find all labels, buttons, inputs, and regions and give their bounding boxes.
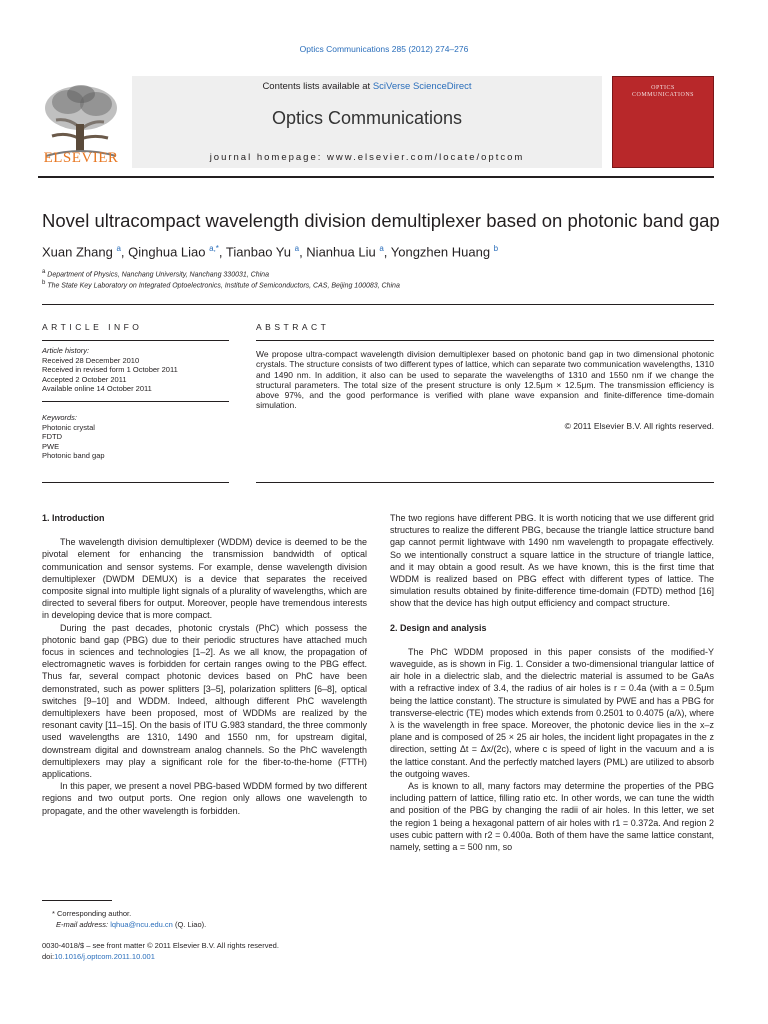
journal-reference[interactable]: Optics Communications 285 (2012) 274–276 (299, 44, 469, 54)
keywords-rule (42, 401, 229, 402)
author-name: Tianbao Yu (225, 244, 291, 260)
author-name: Yongzhen Huang (390, 244, 491, 260)
sciencedirect-link[interactable]: SciVerse ScienceDirect (372, 81, 472, 92)
author-name: Xuan Zhang (42, 244, 113, 260)
affiliation-mark: b (42, 280, 46, 286)
contents-prefix: Contents lists available at (262, 81, 373, 92)
email-link[interactable]: lqhua@ncu.edu.cn (110, 920, 173, 929)
author-affiliation-mark[interactable]: b (493, 244, 499, 253)
keyword: Photonic crystal (42, 422, 95, 432)
affiliation-mark: a (42, 269, 46, 275)
author-name: Nianhua Liu (306, 244, 376, 260)
introduction-heading: 1. Introduction (42, 513, 105, 523)
body-left-column (42, 512, 367, 817)
affiliation-rule (42, 304, 714, 305)
journal-name: Optics Communications (271, 108, 463, 128)
keyword: FDTD (42, 432, 62, 441)
abstract-rule (256, 340, 714, 341)
email-suffix: (Q. Liao). (172, 920, 207, 929)
accepted-date: Accepted 2 October 2011 (42, 374, 127, 384)
revised-date: Received in revised form 1 October 2011 (42, 365, 178, 374)
abstract-copyright: © 2011 Elsevier B.V. All rights reserved. (564, 421, 714, 431)
cover-title-line-2: COMMUNICATIONS (631, 92, 694, 98)
keywords-label: Keywords: (42, 413, 78, 422)
footnote-rule (42, 900, 112, 901)
author-name: Qinghua Liao (128, 244, 206, 260)
article-history (42, 346, 229, 394)
cover-title-line-1: OPTICS (651, 85, 675, 91)
keyword: PWE (42, 441, 60, 451)
journal-cover-thumbnail (612, 76, 714, 168)
online-date: Available online 14 October 2011 (42, 384, 152, 393)
affiliation-a (42, 269, 269, 278)
paper-title: Novel ultracompact wavelength division demultiplexer based on photonic band gap (42, 210, 720, 231)
body-paragraph: During the past decades, photonic crystals (PhC) which possess the photonic band gap (PBG) due to their periodic structures have attached much focus in sciences and technologies [1–2]. As we all know, the propagation of electromagnetic waves is forbidden for certain ranges owing to the PBG effect. Thus far, several compact photonic devices based on PhC have been demonstrated, such as power splitters [3–5], polarization splitters [6–8], optical switches [9–10] and WDDM. Indeed, although different PhC wavelength demultiplexers have been proposed, most of WDDMs are realized by the resonant cavity [11–15]. On the basis of ITU G.983 standard, the three commonly used wavelengths are 1310, 1490 and 1550 nm, for upstream digital, downstream digital and downstream analog channels. So the PhC wavelength demultiplexers may play a significant role for the fiber-to-the-home (FTTH) applications. (42, 622, 367, 780)
email-label: E-mail address: (56, 920, 111, 929)
received-date: Received 28 December 2010 (42, 355, 140, 365)
issn-line: 0030-4018/$ – see front matter © 2011 Elsevier B.V. All rights reserved. (42, 941, 279, 950)
elsevier-logo (38, 80, 124, 168)
author-affiliation-mark[interactable]: a (379, 244, 384, 253)
abstract-bottom-rule (256, 482, 714, 483)
history-label: Article history: (42, 346, 90, 355)
elsevier-wordmark: ELSEVIER (43, 150, 119, 166)
doi-link[interactable]: 10.1016/j.optcom.2011.10.001 (54, 952, 155, 961)
author-list: Xuan Zhang $^a$, Qinghua Liao $^{a,*}$, Tianbao Yu $^a$, Nianhua Liu $^a$, Yongzhen Huang $^b$ (42, 244, 499, 260)
body-right-column (390, 512, 714, 853)
contents-line (132, 81, 602, 92)
author-affiliation-mark[interactable]: a (116, 244, 121, 253)
affiliation-b (42, 280, 400, 289)
body-paragraph: The PhC WDDM proposed in this paper consists of the modified-Y waveguide, as is shown in Fig. 1. Consider a two-dimensional triangular lattice of air hole in a dielectric slab, and the dielectric material is assumed to be GaAs with a refractive index of 3.4, the radius of air holes is r = 0.4a (with a = 0.5μm being the lattice constant). The structure is simulated by PWE and has a PBG for transverse-electric (TE) modes which extends from 0.2501 to 0.4075 (a/λ), where λ is the wavelength in free space. Moreover, the photonic device lies in the x–z plane and is composed of 25 × 25 air holes, the incident light propagates in the z direction, setting Δt = Δx/(2c), where c is speed of light in the vacuum and a is the lattice constant. And the perfectly matched layers (PML) are utilized to absorb the outgoing waves. (390, 646, 714, 779)
body-paragraph: As is known to all, many factors may determine the properties of the PBG including pattern of lattice, filling ratio etc. In other words, we can tune the width and position of the PBG by changing the radii of air holes. In this letter, we set the region 1 being a hexagonal pattern of air holes with r1 = 0.372a. And region 2 uses cubic pattern with r2 = 0.400a. Both of them have the same lattice constant, namely, setting a = 500 nm, so (390, 781, 714, 853)
cover-title (613, 85, 713, 99)
corresponding-label: * Corresponding author. (52, 909, 132, 918)
header-rule (38, 176, 714, 178)
bottom-publication-info (42, 940, 367, 962)
affiliation-text: The State Key Laboratory on Integrated Optoelectronics, Institute of Semiconductors, CAS, Beijing 100083, China (47, 282, 400, 290)
abstract-heading: ABSTRACT (256, 322, 330, 332)
design-heading: 2. Design and analysis (390, 622, 487, 633)
article-info-heading: ARTICLE INFO (42, 322, 143, 332)
info-bottom-rule (42, 482, 229, 483)
author-affiliation-mark[interactable]: a,* (209, 244, 219, 253)
journal-homepage[interactable]: journal homepage: www.elsevier.com/locate/optcom (209, 152, 525, 163)
keywords-block (42, 413, 229, 461)
abstract-text: We propose ultra-compact wavelength division demultiplexer based on photonic band gap in two dimensional photonic crystals. The structure consists of two different types of lattice, which can separate two communication wavelengths, 1310 and 1490 nm. In addition, it also can be used to separate the wavelengths of 1310 and 1550 nm if we change the structural parameters. The total size of the present structure is only 12.5μm × 12.5μm. The transmission efficiency is above 97%, and the good performance is verified with plane wave expansion and finite-difference time-domain simulation. (256, 349, 714, 411)
author-affiliation-mark[interactable]: a (294, 244, 300, 253)
article-info-rule (42, 340, 229, 341)
doi-label: doi: (42, 952, 55, 961)
body-paragraph: The wavelength division demultiplexer (WDDM) device is deemed to be the pivotal element for enhancing the transmission bandwidth of optical communication and sensor systems. For example, dense wavelength division demultiplexer (DWDM DEMUX) is a device that separates the received composite signal into multiple light signals of a plurality of wavelengths, which are directed to several fibers for output. Moreover, people have tremendous interests in developing device that is more compact. (42, 537, 367, 621)
keyword: Photonic band gap (42, 451, 105, 460)
corresponding-author-footnote (42, 908, 367, 930)
affiliation-text: Department of Physics, Nanchang University, Nanchang 330031, China (47, 271, 269, 279)
body-paragraph: The two regions have different PBG. It is worth noticing that we use different grid structures to realize the different PBG, because the triangle lattice structure band gap cannot permit lightwave with 1490 nm wavelength to propagate effectively. So we intentionally construct a square lattice in the structure of triangle lattice, and it may obtain a good result. As we have known, this is the first time that WDDM is realized based on PBG effect with different types of lattice. The simulation results obtained by finite-difference time-domain (FDTD) method [16] show that the device has high output efficiency and compact structure. (390, 513, 714, 609)
body-paragraph: In this paper, we present a novel PBG-based WDDM formed by two different regions and two output ports. One region only allows one wavelength to propagate, and the other wavelength is forbidden. (42, 781, 367, 816)
